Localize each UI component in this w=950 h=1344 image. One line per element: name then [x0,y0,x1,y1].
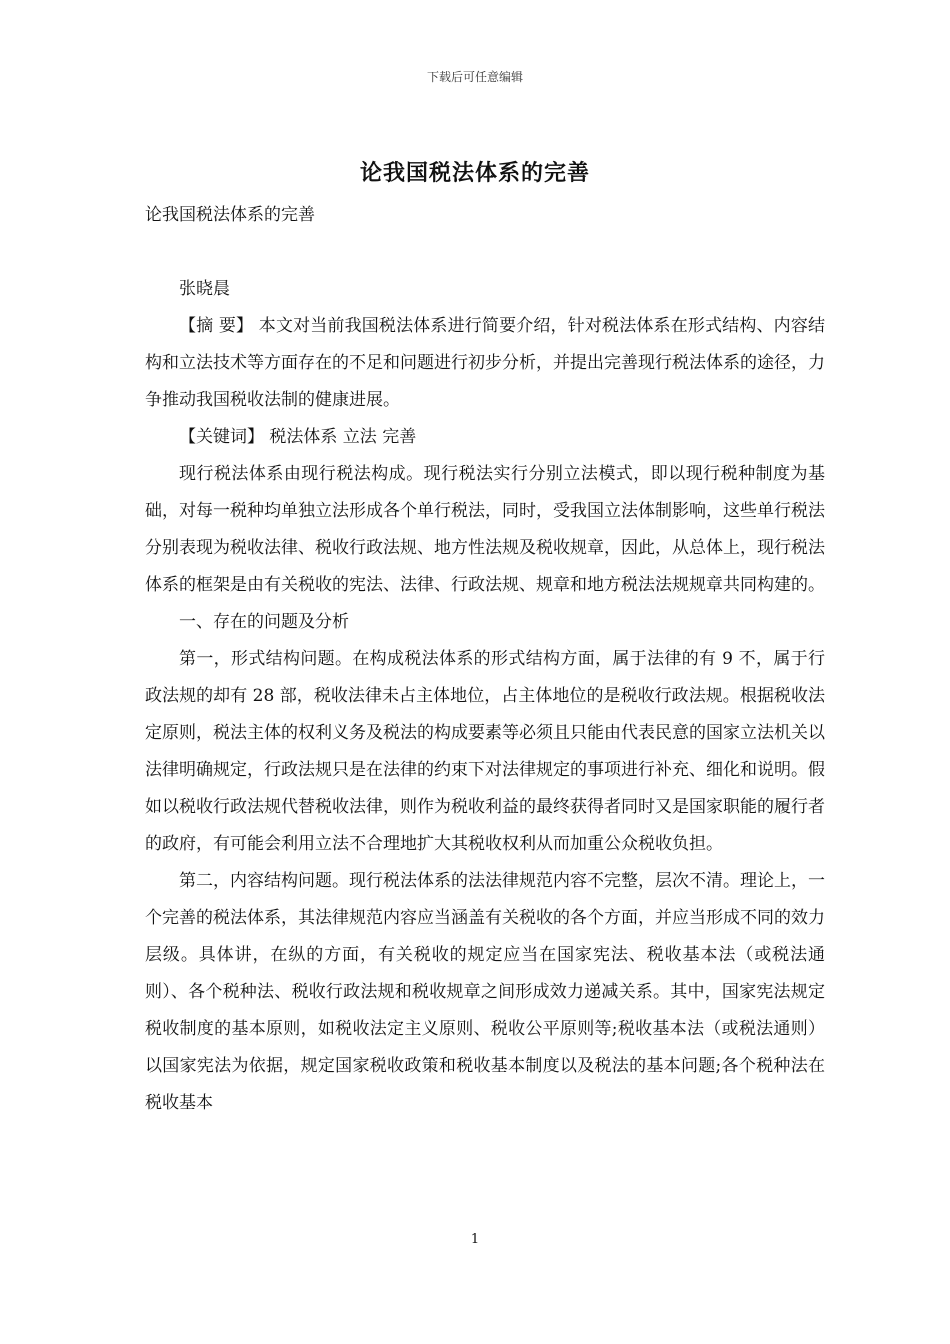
page-number: 1 [470,1232,480,1247]
body-paragraph: 现行税法体系由现行税法构成。现行税法实行分别立法模式，即以现行税种制度为基础，对每一税种均单独立法形成各个单行税法，同时，受我国立法体制影响，这些单行税法分别表现为税收法律、税收行政法规、地方性法规及税收规章，因此，从总体上，现行税法体系的框架是由有关税收的宪法、法律、行政法规、规章和地方税法法规规章共同构建的。 [145,464,825,595]
author-line [145,271,825,308]
abstract-paragraph: 【摘 要】 本文对当前我国税法体系进行简要介绍，针对税法体系在形式结构、内容结构和立法技术等方面存在的不足和问题进行初步分析，并提出完善现行税法体系的途径，力争推动我国税收法制的健康进展。 [145,316,825,410]
document-title: 论我国税法体系的完善 [359,160,590,186]
section-heading: 一、存在的问题及分析 [179,612,349,632]
body-paragraph: 第二，内容结构问题。现行税法体系的法法律规范内容不完整，层次不清。理论上，一个完善的税法体系，其法律规范内容应当涵盖有关税收的各个方面，并应当形成不同的效力层级。具体讲，在纵的方面，有关税收的规定应当在国家宪法、税收基本法（或税法通则）、各个税种法、税收行政法规和税收规章之间形成效力递减关系。其中，国家宪法规定税收制度的基本原则，如税收法定主义原则、税收公平原则等;税收基本法（或税法通则）以国家宪法为依据，规定国家税收政策和税收基本制度以及税法的基本问题;各个税种法在税收基本 [145,871,825,1113]
keywords-paragraph: 【关键词】 税法体系 立法 完善 [179,427,417,447]
body-paragraph: 第一，形式结构问题。在构成税法体系的形式结构方面，属于法律的有 9 不，属于行政法规的却有 28 部，税收法律未占主体地位，占主体地位的是税收行政法规。根据税收法定原则，税法主体的权利义务及税法的构成要素等必须且只能由代表民意的国家立法机关以法律明确规定，行政法规只是在法律的约束下对法律规定的事项进行补充、细化和说明。假如以税收行政法规代替税收法律，则作为税收利益的最终获得者同时又是国家职能的履行者的政府，有可能会利用立法不合理地扩大其税收权利从而加重公众税收负担。 [145,649,825,854]
document-body [145,308,825,1122]
author-name: 张晓晨 [179,279,230,299]
document-subtitle: 论我国税法体系的完善 [145,205,315,225]
header-note: 下载后可任意编辑 [426,70,523,84]
